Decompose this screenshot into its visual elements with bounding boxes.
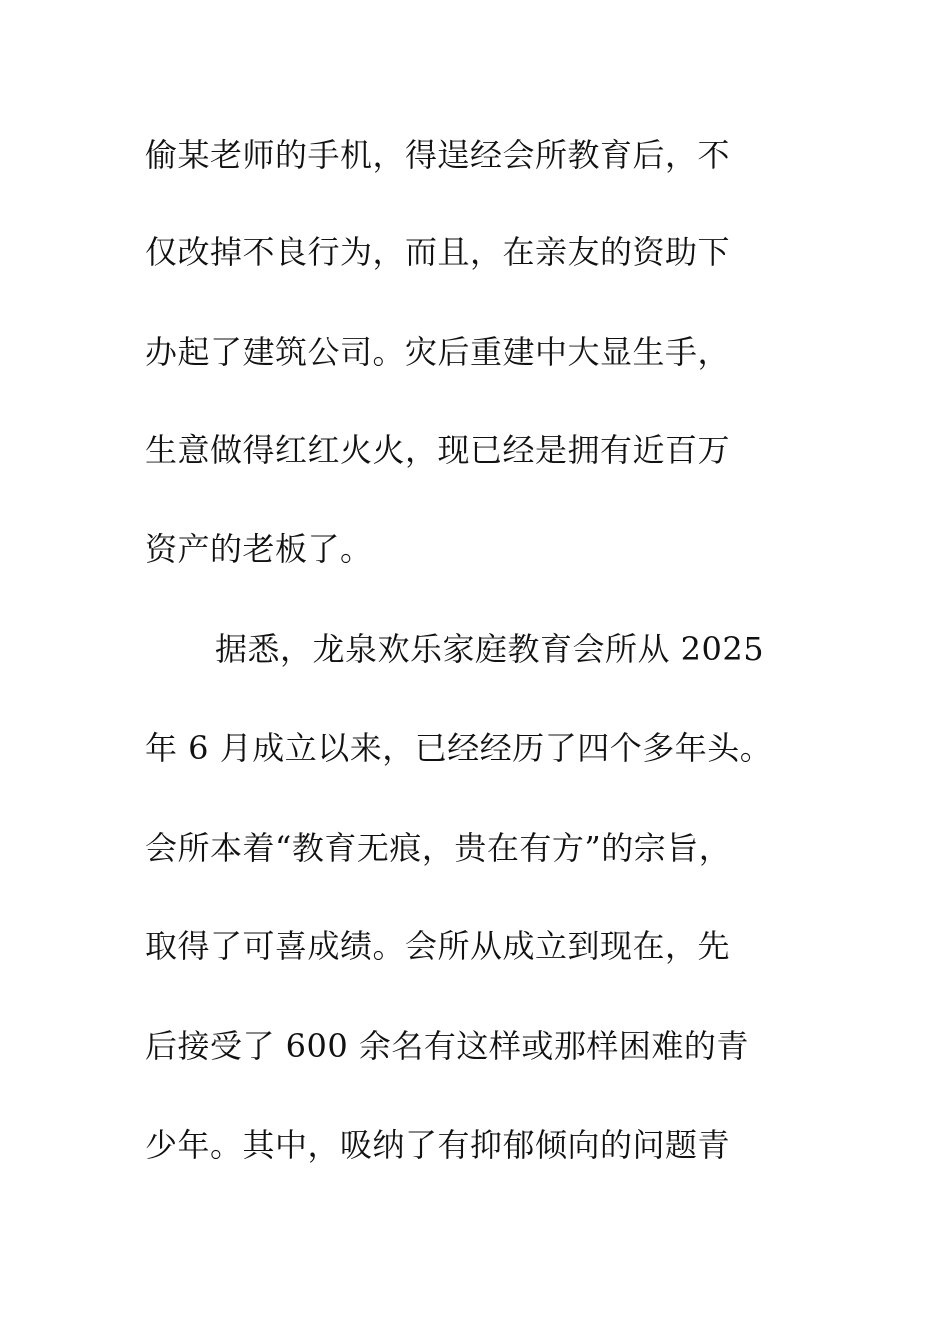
text-line: 会所本着“教育无痕，贵在有方”的宗旨，: [145, 829, 732, 867]
text-line: 资产的老板了。: [145, 530, 373, 568]
text-line: 取得了可喜成绩。会所从成立到现在，先: [145, 927, 731, 965]
paragraph-first-line: 据悉，龙泉欢乐家庭教育会所从 2025: [215, 630, 765, 668]
text-line: 偷某老师的手机，得逞经会所教育后，不: [145, 136, 731, 174]
text-line: 后接受了 600 余名有这样或那样困难的青: [145, 1027, 749, 1065]
text-line: 办起了建筑公司。灾后重建中大显生手，: [145, 333, 731, 371]
text-line: 年 6 月成立以来，已经经历了四个多年头。: [145, 729, 773, 767]
text-line: 生意做得红红火火，现已经是拥有近百万: [145, 431, 731, 469]
text-line: 仅改掉不良行为，而且，在亲友的资助下: [145, 233, 731, 271]
text-line: 少年。其中，吸纳了有抑郁倾向的问题青: [145, 1126, 731, 1164]
